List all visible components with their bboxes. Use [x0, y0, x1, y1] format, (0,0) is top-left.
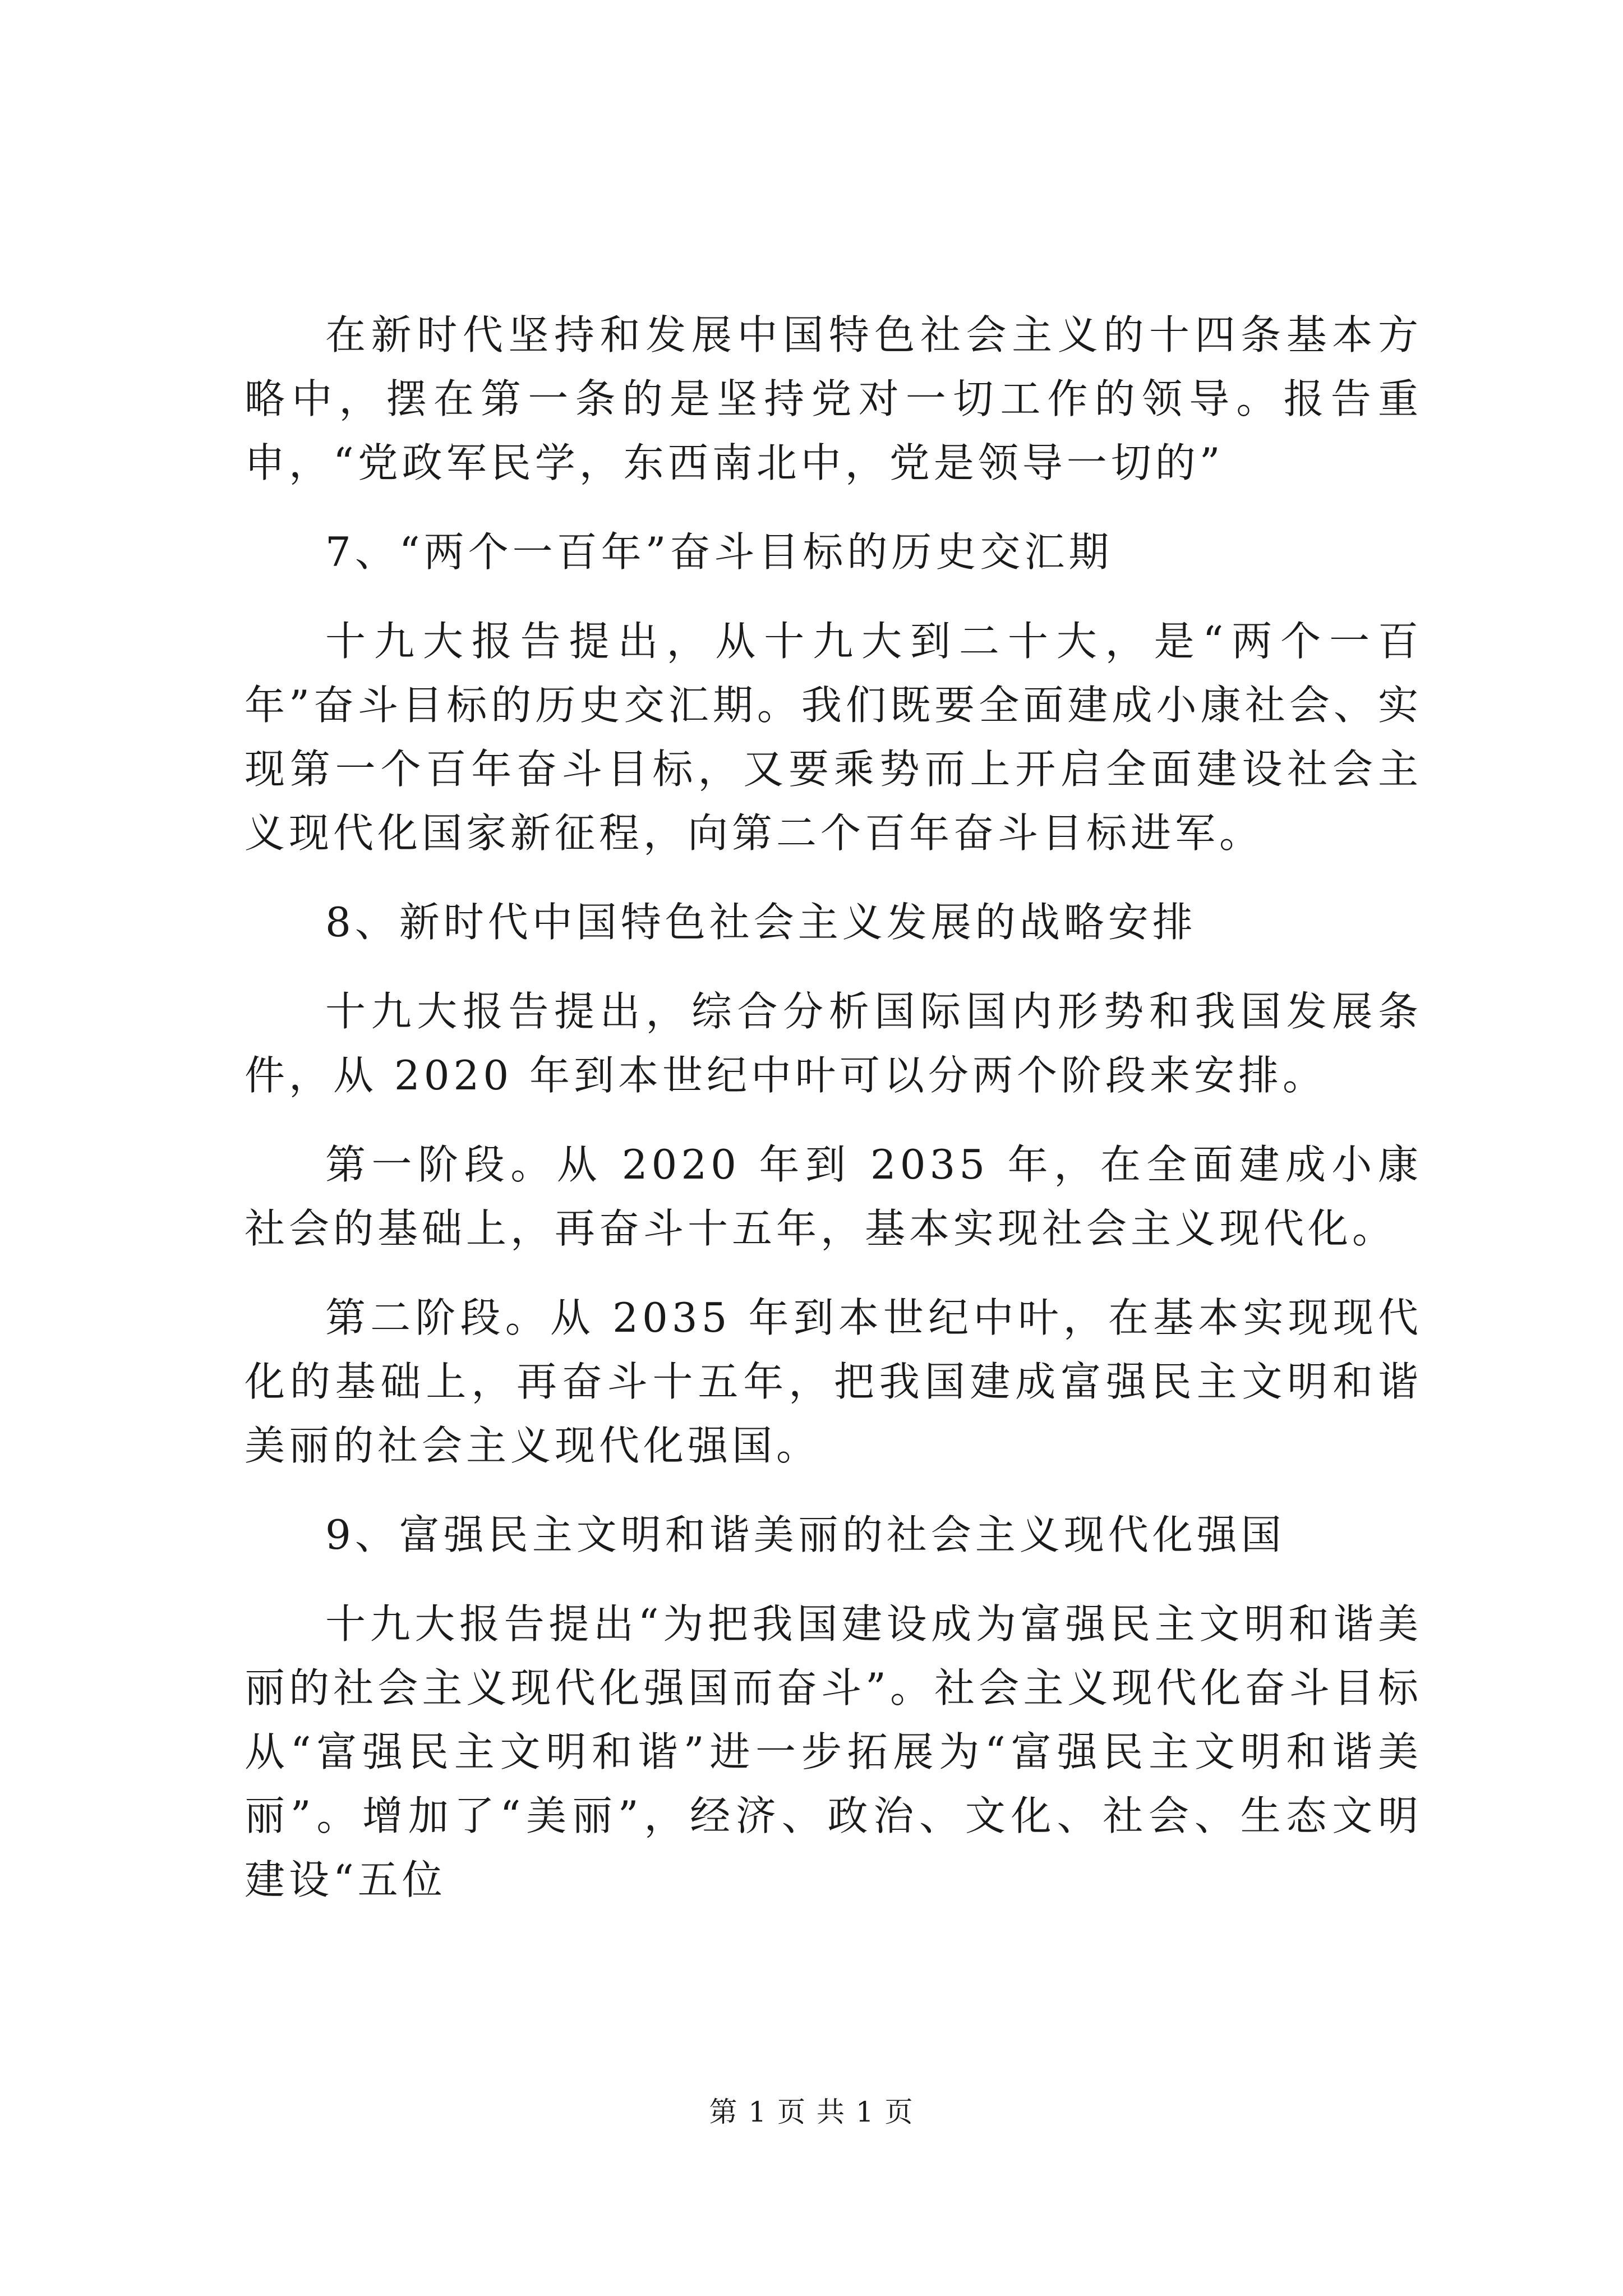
heading-item-8: 8、新时代中国特色社会主义发展的战略安排	[325, 899, 1197, 946]
document-body	[245, 303, 1422, 1937]
paragraph-stage-two: 第二阶段。从 2035 年到本世纪中叶，在基本实现现代化的基础上，再奋斗十五年，把我国建成富强民主文明和谐美丽的社会主义现代化强国。	[245, 1294, 1422, 1469]
paragraph-stage-one: 第一阶段。从 2020 年到 2035 年，在全面建成小康社会的基础上，再奋斗十五年，基本实现社会主义现代化。	[245, 1141, 1422, 1252]
page-footer: 第 1 页 共 1 页	[709, 2096, 914, 2128]
paragraph-leadership: 在新时代坚持和发展中国特色社会主义的十四条基本方略中，摆在第一条的是坚持党对一切工作的领导。报告重申，“党政军民学，东西南北中，党是领导一切的”	[245, 311, 1422, 486]
heading-item-7: 7、“两个一百年”奋斗目标的历史交汇期	[325, 528, 1113, 576]
paragraph-item-7: 十九大报告提出，从十九大到二十大，是“两个一百年”奋斗目标的历史交汇期。我们既要全面建成小康社会、实现第一个百年奋斗目标，又要乘势而上开启全面建设社会主义现代化国家新征程，向第二个百年奋斗目标进军。	[245, 618, 1422, 857]
heading-item-9: 9、富强民主文明和谐美丽的社会主义现代化强国	[325, 1511, 1285, 1558]
paragraph-item-8: 十九大报告提出，综合分析国际国内形势和我国发展条件，从 2020 年到本世纪中叶可以分两个阶段来安排。	[245, 988, 1422, 1099]
paragraph-item-9: 十九大报告提出“为把我国建设成为富强民主文明和谐美丽的社会主义现代化强国而奋斗”。社会主义现代化奋斗目标从“富强民主文明和谐”进一步拓展为“富强民主文明和谐美丽”。增加了“美丽”，经济、政治、文化、社会、生态文明建设“五位	[245, 1600, 1422, 1903]
